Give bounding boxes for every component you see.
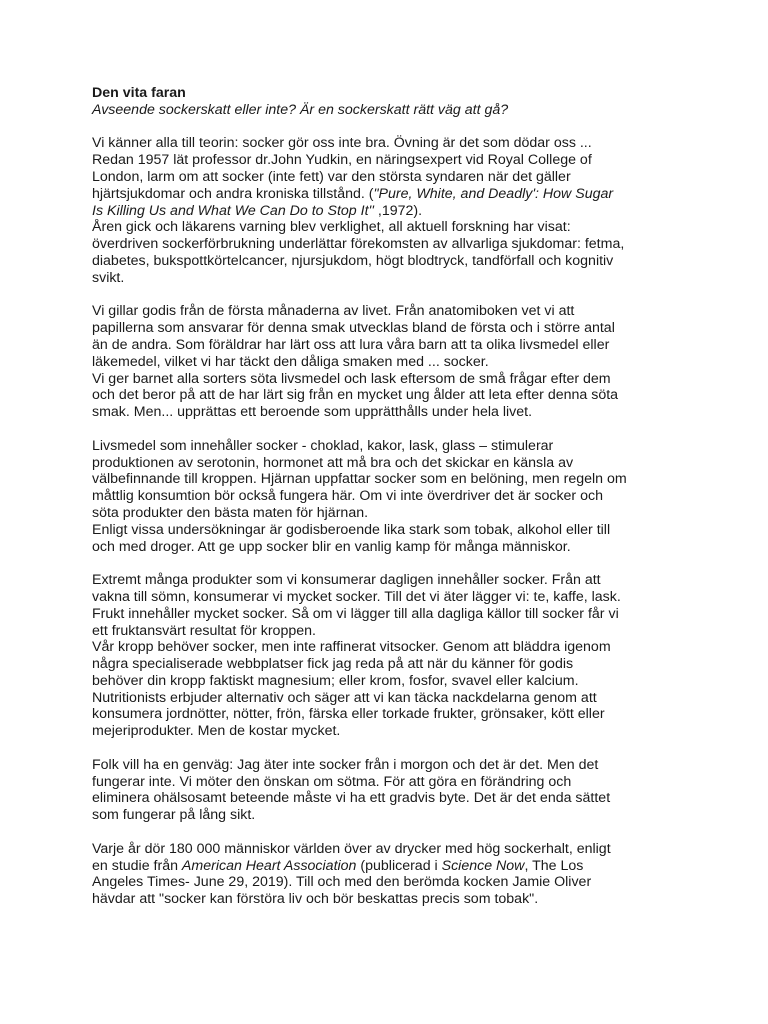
text-line: söta produkter den bästa maten för hjärnan. xyxy=(92,504,369,521)
paragraph xyxy=(92,135,692,286)
text-line xyxy=(92,858,692,875)
paragraph xyxy=(92,757,692,824)
paragraph xyxy=(92,438,692,556)
text-line: Varje år dör 180 000 människor världen över av drycker med hög sockerhalt, enligt xyxy=(92,840,611,857)
text-line: Nutritionists erbjuder alternativ och säger att vi kan täcka nackdelarna genom att xyxy=(92,689,597,706)
text-line: och det beror på att de har lärt sig från en mycket ung ålder att leta efter denna söta xyxy=(92,387,619,404)
text-line: överdriven sockerförbrukning underlättar förekomsten av allvarliga sjukdomar: fetma, xyxy=(92,236,625,253)
text-line: mejeriprodukter. Men de kostar mycket. xyxy=(92,723,341,740)
text-line: än de andra. Som föräldrar har lärt oss att lura våra barn att ta olika livsmedel eller xyxy=(92,336,610,353)
text-line: Vi ger barnet alla sorters söta livsmedel och lask eftersom de små frågar efter dem xyxy=(92,370,611,387)
italic-text: Is Killing Us and What We Can Do to Stop It'' xyxy=(92,202,374,219)
italic-text: Science Now xyxy=(441,857,525,874)
italic-text: American Heart Association xyxy=(181,857,357,874)
text-line: Vi gillar godis från de första månaderna av livet. Från anatomiboken vet vi att xyxy=(92,303,575,320)
text-segment: en studie från xyxy=(92,857,182,874)
text-line: eliminera ohälsosamt beteende måste vi ha ett gradvis byte. Det är det enda sättet xyxy=(92,790,611,807)
paragraph xyxy=(92,841,692,908)
text-line: Redan 1957 lät professor dr.John Yudkin, en näringsexpert vid Royal College of xyxy=(92,152,592,169)
document-body xyxy=(92,135,692,908)
italic-text: "Pure, White, and Deadly': How Sugar xyxy=(373,185,614,202)
text-line: smak. Men... upprättas ett beroende som upprätthålls under hela livet. xyxy=(92,404,533,421)
text-line: vakna till sömn, konsumerar vi mycket socker. Till det vi äter lägger vi: te, kaffe, lask. xyxy=(92,588,621,605)
text-line: hävdar att "socker kan förstöra liv och bör beskattas precis som tobak". xyxy=(92,891,539,908)
text-segment: hjärtsjukdomar och andra kroniska tillstånd. ( xyxy=(92,185,374,202)
text-line: som fungerar på lång sikt. xyxy=(92,807,256,824)
text-line xyxy=(92,203,692,220)
text-line: papillerna som ansvarar för denna smak utvecklas bland de första och i större antal xyxy=(92,320,615,337)
text-segment: , The Los xyxy=(524,857,584,874)
text-line: Enligt vissa undersökningar är godisberoende lika stark som tobak, alkohol eller till xyxy=(92,521,611,538)
text-line: och med droger. Att ge upp socker blir en vanlig kamp för många människor. xyxy=(92,538,571,555)
text-line: ett fruktansvärt resultat för kroppen. xyxy=(92,622,316,639)
paragraph xyxy=(92,572,692,740)
text-line: välbefinnande till kroppen. Hjärnan uppfattar socker som en belöning, men regeln om xyxy=(92,471,627,488)
text-line: Frukt innehåller mycket socker. Så om vi lägger till alla dagliga källor till socker får vi xyxy=(92,605,619,622)
text-line: Folk vill ha en genväg: Jag äter inte socker från i morgon och det är det. Men det xyxy=(92,756,599,773)
text-line: konsumera jordnötter, nötter, frön, färska eller torkade frukter, grönsaker, kött eller xyxy=(92,706,605,723)
document-title: Den vita faran xyxy=(92,85,186,101)
text-line: måttlig konsumtion bör också fungera här. Om vi inte överdriver det är socker och xyxy=(92,488,603,505)
text-segment: (publicerad i xyxy=(356,857,442,874)
text-line: diabetes, bukspottkörtelcancer, njursjukdom, högt blodtryck, tandförfall och kognitiv xyxy=(92,252,614,269)
text-segment: ,1972). xyxy=(373,202,423,219)
text-line: Angeles Times- June 29, 2019). Till och med den berömda kocken Jamie Oliver xyxy=(92,874,592,891)
text-line: fungerar inte. Vi möter den önskan om sötma. För att göra en förändring och xyxy=(92,773,572,790)
text-line: svikt. xyxy=(92,269,125,286)
text-line: läkemedel, vilket vi har täckt den dåliga smaken med ... socker. xyxy=(92,353,489,370)
text-line: London, larm om att socker (inte fett) var den största syndaren när det gäller xyxy=(92,168,571,185)
text-line: Livsmedel som innehåller socker - choklad, kakor, lask, glass – stimulerar xyxy=(92,437,554,454)
document-subtitle: Avseende sockerskatt eller inte? Är en sockerskatt rätt väg att gå? xyxy=(92,101,509,118)
document-page xyxy=(92,85,692,925)
text-line: Extremt många produkter som vi konsumerar dagligen innehåller socker. Från att xyxy=(92,572,601,589)
text-line: produktionen av serotonin, hormonet att må bra och det skickar en känsla av xyxy=(92,454,574,471)
text-line: Åren gick och läkarens varning blev verklighet, all aktuell forskning har visat: xyxy=(92,219,571,236)
text-line: Vår kropp behöver socker, men inte raffinerat vitsocker. Genom att bläddra igenom xyxy=(92,639,611,656)
text-line xyxy=(92,186,692,203)
paragraph xyxy=(92,303,692,421)
text-line: behöver din kropp faktiskt magnesium; eller krom, fosfor, svavel eller kalcium. xyxy=(92,672,579,689)
text-line: några specialiserade webbplatser fick jag reda på att när du känner för godis xyxy=(92,656,574,673)
text-line: Vi känner alla till teorin: socker gör oss inte bra. Övning är det som dödar oss ... xyxy=(92,135,592,152)
